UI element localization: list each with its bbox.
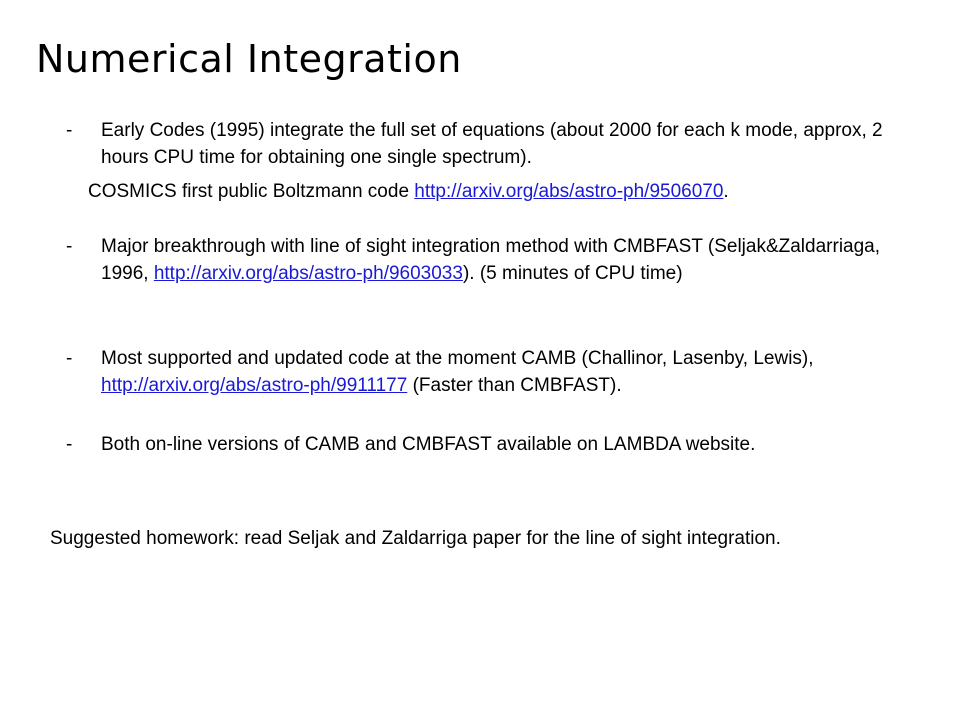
bullet-text-end: ). (5 minutes of CPU time) — [462, 263, 683, 284]
cosmics-text-end: . — [723, 181, 729, 202]
bullet-marker: - — [66, 236, 73, 257]
bullet-lambda — [66, 431, 886, 458]
bullet-camb — [66, 345, 886, 399]
homework-note: Suggested homework: read Seljak and Zaldarriga paper for the line of sight integration. — [50, 528, 781, 549]
bullet-marker: - — [66, 120, 73, 141]
page-title: Numerical Integration — [36, 37, 462, 81]
bullet-text: Early Codes (1995) integrate the full set of equations (about 2000 for each k mode, approx, 2 hours CPU time for obtaining one single spectrum). — [101, 120, 883, 168]
cosmics-text: COSMICS first public Boltzmann code — [88, 181, 415, 202]
bullet-text: Both on-line versions of CAMB and CMBFAST available on LAMBDA website. — [101, 434, 756, 455]
bullet-text-start: Major breakthrough with line of sight integration method with CMBFAST (Seljak&Zaldarriaga, 1996, — [101, 236, 881, 284]
bullet-text-start: Most supported and updated code at the moment CAMB (Challinor, Lasenby, Lewis), — [101, 348, 814, 369]
cosmics-link[interactable]: http://arxiv.org/abs/astro-ph/9506070 — [414, 181, 724, 202]
bullet-marker: - — [66, 348, 73, 369]
bullet-text — [101, 345, 886, 399]
bullet-cmbfast — [66, 233, 886, 287]
bullet-marker: - — [66, 434, 73, 455]
cmbfast-paper-link[interactable]: http://arxiv.org/abs/astro-ph/9603033 — [153, 263, 463, 284]
bullet-early-codes — [66, 117, 886, 171]
camb-paper-link[interactable]: http://arxiv.org/abs/astro-ph/9911177 — [101, 375, 408, 396]
bullet-text — [101, 233, 886, 287]
cosmics-line — [88, 178, 729, 205]
bullet-text-end: (Faster than CMBFAST). — [407, 375, 622, 396]
